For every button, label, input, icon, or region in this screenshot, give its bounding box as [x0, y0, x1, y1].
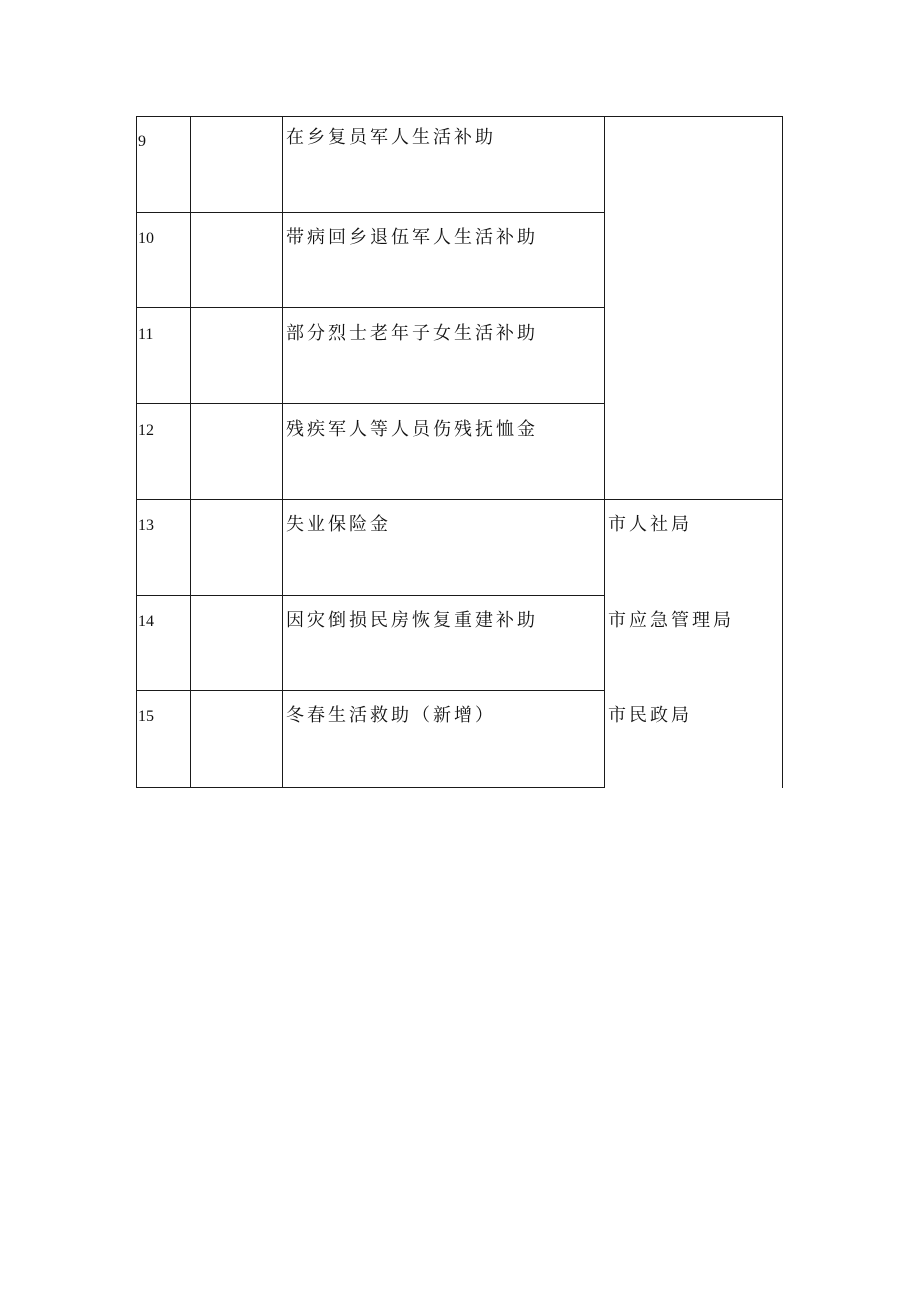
item-name: 因灾倒损民房恢复重建补助 — [286, 610, 538, 631]
table-col-divider-2 — [282, 116, 283, 788]
item-name: 在乡复员军人生活补助 — [286, 127, 496, 148]
table-border-top — [136, 116, 783, 117]
department-name: 市民政局 — [608, 705, 692, 726]
item-name: 失业保险金 — [286, 514, 391, 535]
item-name: 冬春生活救助（新增） — [286, 705, 496, 726]
table-col-divider-1 — [190, 116, 191, 788]
row-divider — [136, 403, 605, 404]
row-number: 9 — [138, 133, 146, 150]
department-name: 市人社局 — [608, 514, 692, 535]
row-number: 11 — [138, 326, 154, 343]
row-number: 14 — [138, 613, 154, 630]
dept-group-divider — [604, 499, 783, 500]
item-name: 残疾军人等人员伤残抚恤金 — [286, 419, 538, 440]
row-divider — [136, 690, 605, 691]
item-name: 部分烈士老年子女生活补助 — [286, 323, 538, 344]
row-divider — [136, 307, 605, 308]
row-divider — [136, 212, 605, 213]
table-border-right — [782, 116, 783, 788]
table-border-left — [136, 116, 137, 788]
table-border-bottom — [136, 787, 605, 788]
item-name: 带病回乡退伍军人生活补助 — [286, 227, 538, 248]
row-divider — [136, 595, 605, 596]
row-number: 10 — [138, 230, 154, 247]
table-col-divider-3 — [604, 116, 605, 788]
row-number: 15 — [138, 708, 154, 725]
row-number: 12 — [138, 422, 154, 439]
row-number: 13 — [138, 517, 154, 534]
row-divider — [136, 499, 605, 500]
department-name: 市应急管理局 — [608, 610, 734, 631]
